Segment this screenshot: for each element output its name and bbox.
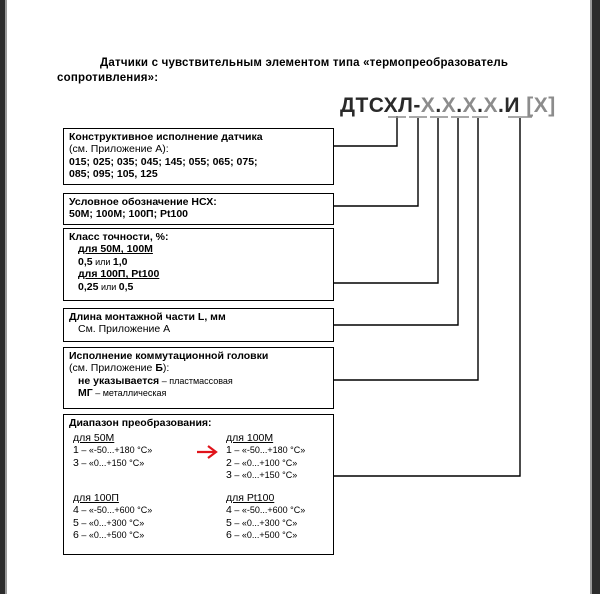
range-row: 4 – «-50...+600 °С»	[226, 504, 306, 517]
accuracy-value: 0,25	[78, 280, 99, 293]
range-row: 6 – «0...+500 °С»	[226, 529, 298, 542]
code-dot: .	[456, 94, 463, 117]
code-dot: .	[477, 94, 484, 117]
box-design-variant	[63, 128, 334, 185]
box-values: 085; 095; 105, 125	[69, 168, 158, 181]
box-values: 015; 025; 035; 045; 145; 055; 065; 075;	[69, 155, 258, 168]
connector-box1	[334, 116, 397, 146]
box-mounting-length	[63, 308, 334, 342]
range-row: 3 – «0...+150 °С»	[73, 456, 145, 469]
code-bracket-close: ]	[548, 94, 556, 117]
code-x4: Х	[483, 94, 498, 117]
range-row: 5 – «0...+300 °С»	[226, 516, 298, 529]
range-column-head: для 100М	[226, 432, 274, 444]
range-row: 4 – «-50...+600 °С»	[73, 504, 153, 517]
connector-box6	[334, 118, 520, 476]
intro-line-1: Датчики с чувствительным элементом типа «термопреобразователь	[100, 57, 509, 69]
code-prefix: ДТСХЛ-	[340, 94, 421, 117]
box-head-design	[63, 347, 334, 409]
range-row: 6 – «0...+500 °С»	[73, 529, 145, 542]
box-title: Исполнение коммутационной головки	[69, 350, 269, 362]
box-accuracy-class	[63, 228, 334, 301]
range-row: 5 – «0...+300 °С»	[73, 516, 145, 529]
range-column-pt100	[226, 492, 305, 542]
connector-box5	[334, 118, 478, 380]
connector-box2	[334, 118, 418, 206]
box-title: Условное обозначение НСХ:	[69, 196, 217, 208]
connector-box4	[334, 118, 458, 325]
code-dot: .	[435, 94, 442, 117]
box-title: Диапазон преобразования:	[69, 417, 212, 429]
accuracy-subhead-50m-100m: для 50М, 100М	[78, 243, 153, 256]
code-dot: .	[497, 94, 505, 117]
accuracy-value: 0,5	[118, 280, 134, 293]
accuracy-values-1	[69, 256, 329, 268]
accuracy-subhead-100p-pt100: для 100П, Pt100	[78, 268, 160, 281]
or-word: или	[98, 281, 119, 292]
box-values: 50М; 100М; 100П; Pt100	[69, 208, 189, 221]
range-row: 3 – «0...+150 °С»	[226, 469, 298, 482]
head-option-plastic: не указывается – пластмассовая	[78, 374, 233, 387]
range-column-100m	[226, 432, 305, 482]
box-ref: (см. Приложение Б):	[69, 362, 170, 375]
box-ref: См. Приложение А	[78, 323, 171, 336]
range-column-head: для 100П	[73, 492, 119, 504]
code-x2: Х	[441, 94, 457, 117]
code-x1: Х	[420, 94, 436, 117]
range-column-100p	[73, 492, 152, 542]
range-column-head: для 50М	[73, 432, 115, 444]
range-column-head: для Pt100	[226, 492, 275, 504]
range-column-50m	[73, 432, 152, 469]
or-word: или	[92, 256, 113, 267]
box-title: Длина монтажной части L, мм	[69, 311, 226, 323]
intro-line-2: сопротивления»:	[57, 72, 159, 84]
box-ref: (см. Приложение А):	[69, 143, 169, 156]
range-row: 1 – «-50...+180 °С»	[226, 444, 306, 457]
box-nsh-designation	[63, 193, 334, 225]
code-suffix: И	[504, 94, 527, 117]
head-option-metal: МГ – металлическая	[78, 387, 167, 400]
connector-box3	[334, 118, 438, 283]
code-x5: Х	[533, 94, 549, 117]
range-row: 1 – «-50...+180 °С»	[73, 444, 153, 457]
accuracy-value: 1,0	[112, 255, 128, 268]
code-bracket-open: [	[526, 94, 534, 117]
range-row: 2 – «0...+100 °С»	[226, 456, 298, 469]
accuracy-values-2	[69, 281, 329, 293]
accuracy-value: 0,5	[78, 255, 93, 268]
box-title: Конструктивное исполнение датчика	[69, 131, 263, 143]
code-x3: Х	[462, 94, 478, 117]
box-title: Класс точности, %:	[69, 231, 169, 243]
